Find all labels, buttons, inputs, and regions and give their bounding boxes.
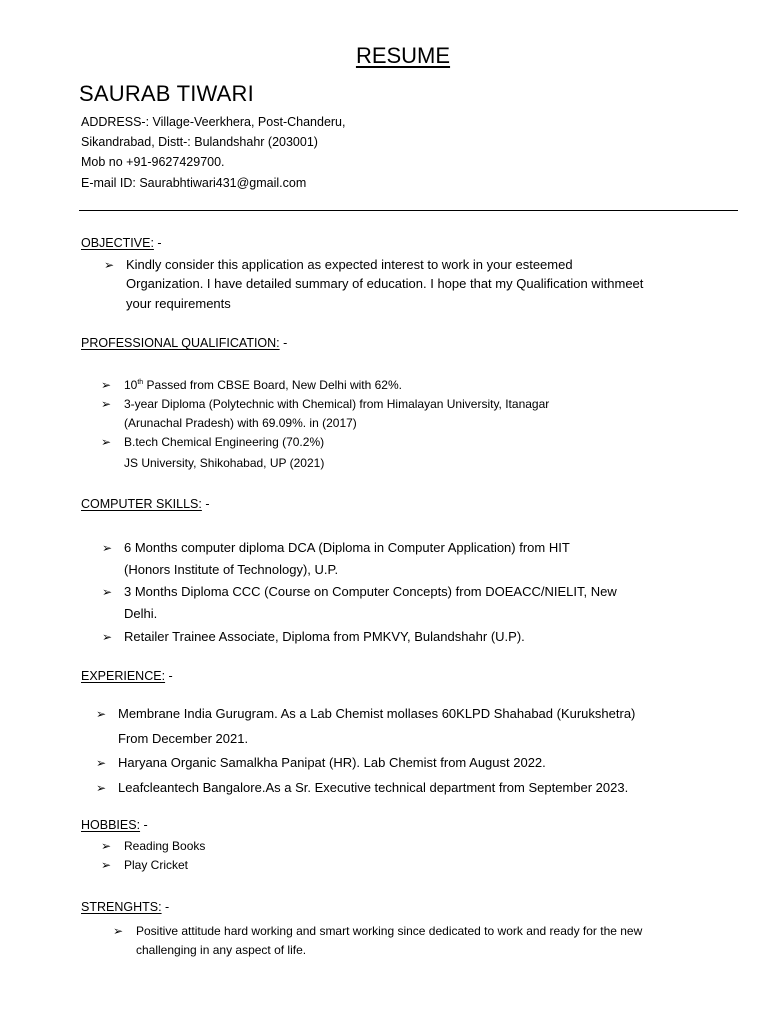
- experience-item-membrane: Membrane India Gurugram. As a Lab Chemist mollases 60KLPD Shahabad (Kurukshetra): [118, 706, 636, 721]
- experience-item-haryana: Haryana Organic Samalkha Panipat (HR). Lab Chemist from August 2022.: [118, 755, 546, 770]
- objective-line: Organization. I have detailed summary of education. I hope that my Qualification withmeet: [126, 276, 644, 291]
- bullet-arrow-icon: ➢: [101, 858, 112, 872]
- bullet-arrow-icon: ➢: [96, 781, 107, 795]
- bullet-arrow-icon: ➢: [113, 924, 124, 938]
- qualification-item-btech-cont: JS University, Shikohabad, UP (2021): [124, 456, 325, 470]
- computer-skills-heading: COMPUTER SKILLS: -: [81, 497, 210, 511]
- bullet-arrow-icon: ➢: [102, 541, 113, 555]
- bullet-arrow-icon: ➢: [104, 258, 115, 272]
- strengths-heading: STRENGHTS: -: [81, 900, 170, 914]
- bullet-arrow-icon: ➢: [96, 707, 107, 721]
- header-divider: [79, 210, 738, 211]
- address-line-1: ADDRESS-: Village-Veerkhera, Post-Chanderu,: [81, 115, 346, 129]
- skill-item-dca-cont: (Honors Institute of Technology), U.P.: [124, 562, 339, 577]
- hobby-item: Reading Books: [124, 839, 206, 853]
- bullet-arrow-icon: ➢: [102, 630, 113, 644]
- qualification-heading: PROFESSIONAL QUALIFICATION: -: [81, 336, 288, 350]
- qualification-item-diploma: 3-year Diploma (Polytechnic with Chemical) from Himalayan University, Itanagar: [124, 397, 550, 411]
- strength-item: Positive attitude hard working and smart working since dedicated to work and ready for the new: [136, 924, 643, 938]
- address-line-2: Sikandrabad, Distt-: Bulandshahr (203001): [81, 135, 318, 149]
- skill-item-dca: 6 Months computer diploma DCA (Diploma in Computer Application) from HIT: [124, 540, 570, 555]
- bullet-arrow-icon: ➢: [101, 397, 112, 411]
- bullet-arrow-icon: ➢: [101, 839, 112, 853]
- experience-item-leafcleantech: Leafcleantech Bangalore.As a Sr. Executive technical department from September 2023.: [118, 780, 629, 795]
- qualification-item-10th: 10th Passed from CBSE Board, New Delhi with 62%.: [124, 378, 402, 392]
- skill-item-ccc-cont: Delhi.: [124, 606, 158, 621]
- email-address: E-mail ID: Saurabhtiwari431@gmail.com: [81, 176, 307, 190]
- hobbies-heading: HOBBIES: -: [81, 818, 148, 832]
- bullet-arrow-icon: ➢: [102, 585, 113, 599]
- bullet-arrow-icon: ➢: [101, 378, 112, 392]
- objective-line: your requirements: [126, 296, 231, 311]
- strength-item-cont: challenging in any aspect of life.: [136, 943, 307, 957]
- hobby-item: Play Cricket: [124, 858, 189, 872]
- skill-item-ccc: 3 Months Diploma CCC (Course on Computer Concepts) from DOEACC/NIELIT, New: [124, 584, 617, 599]
- experience-heading: EXPERIENCE: -: [81, 669, 173, 683]
- bullet-arrow-icon: ➢: [96, 756, 107, 770]
- resume-title: RESUME: [355, 43, 451, 68]
- objective-line: Kindly consider this application as expected interest to work in your esteemed: [126, 257, 573, 272]
- skill-item-retail: Retailer Trainee Associate, Diploma from PMKVY, Bulandshahr (U.P).: [124, 629, 525, 644]
- qualification-item-btech: B.tech Chemical Engineering (70.2%): [124, 435, 325, 449]
- bullet-arrow-icon: ➢: [101, 435, 112, 449]
- qualification-item-diploma-cont: (Arunachal Pradesh) with 69.09%. in (2017): [124, 416, 357, 430]
- experience-item-membrane-cont: From December 2021.: [118, 731, 249, 746]
- mobile-number: Mob no +91-9627429700.: [81, 155, 225, 169]
- objective-heading: OBJECTIVE: -: [81, 236, 162, 250]
- candidate-name: SAURAB TIWARI: [79, 81, 254, 106]
